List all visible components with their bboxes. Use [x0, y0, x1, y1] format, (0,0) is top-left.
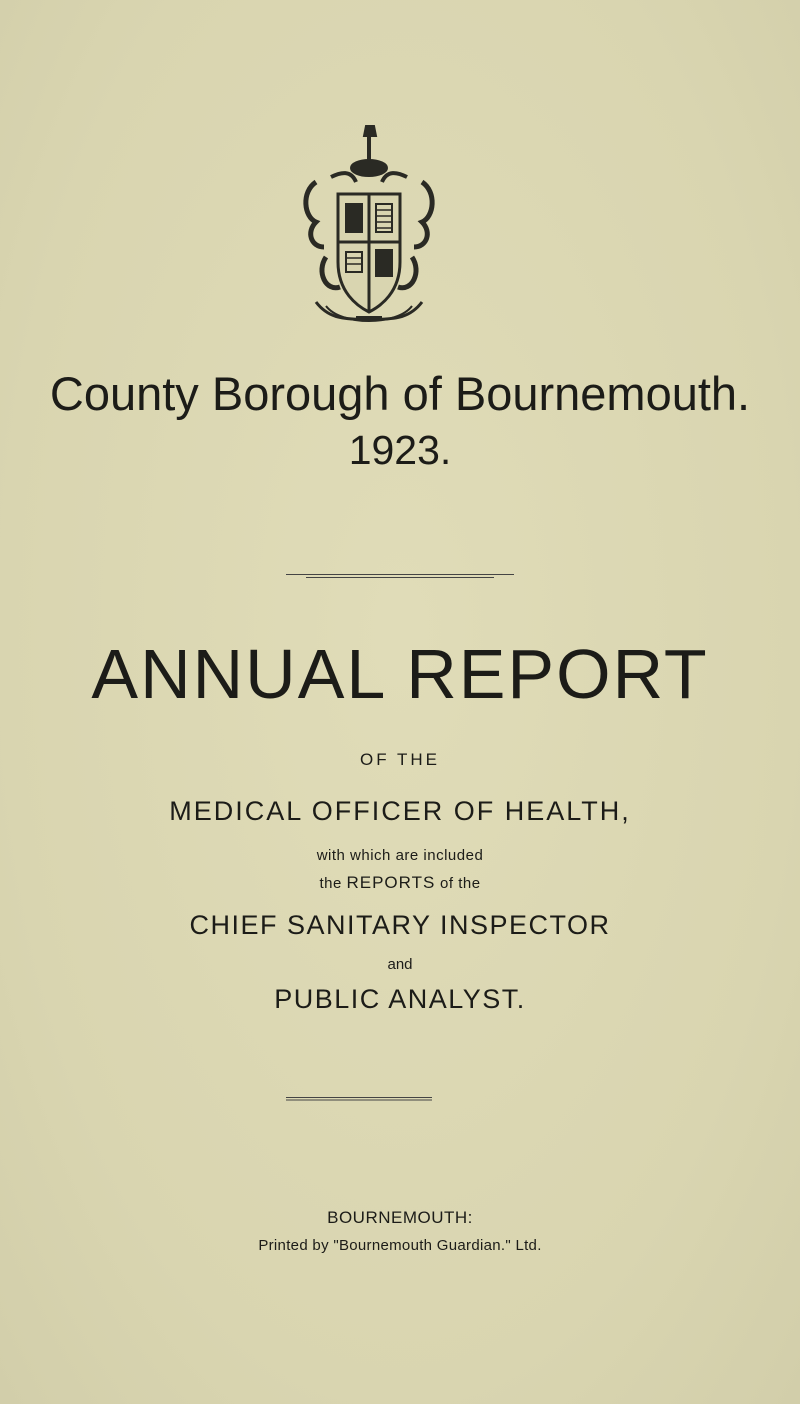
analyst-title: PUBLIC ANALYST.: [274, 984, 526, 1014]
report-title: ANNUAL REPORT: [91, 635, 709, 713]
reports-line: [0, 873, 800, 893]
divider-rule-lower: [286, 1096, 432, 1101]
divider-rule: [286, 573, 514, 579]
coat-of-arms-icon: [296, 122, 442, 332]
with-which-text: with which are included: [316, 847, 484, 864]
imprint-printer: Printed by "Bournemouth Guardian." Ltd.: [258, 1237, 542, 1254]
report-year: 1923.: [348, 427, 452, 473]
reports-prefix: the: [319, 875, 342, 892]
reports-suffix: of the: [440, 875, 481, 892]
inspector-title: CHIEF SANITARY INSPECTOR: [189, 910, 611, 940]
reports-word: REPORTS: [346, 873, 436, 892]
officer-title: MEDICAL OFFICER OF HEALTH,: [169, 796, 631, 826]
and-text: and: [387, 956, 413, 973]
imprint-place: BOURNEMOUTH:: [327, 1208, 473, 1227]
of-the-text: OF THE: [359, 750, 441, 769]
county-heading: County Borough of Bournemouth.: [49, 367, 751, 420]
